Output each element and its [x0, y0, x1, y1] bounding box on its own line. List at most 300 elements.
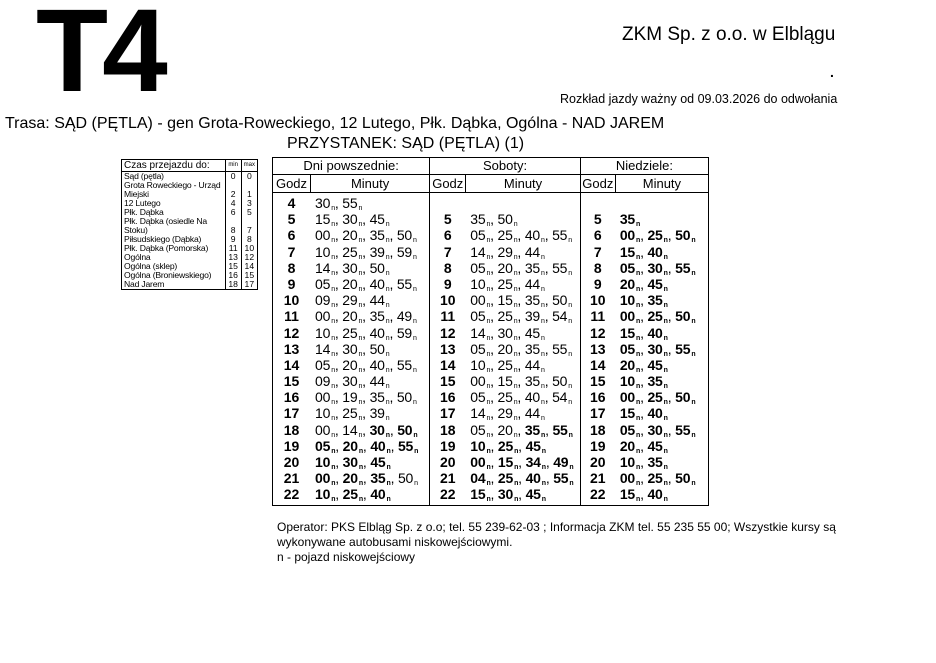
departure-minute [525, 405, 545, 421]
low-floor-mark: n [413, 318, 417, 326]
saturday-hour-row [430, 373, 580, 389]
departure-minute [647, 325, 667, 341]
low-floor-mark: n [513, 237, 518, 245]
minute-value: 55 [552, 340, 568, 357]
departure-minute [342, 244, 362, 260]
departure-minute [397, 276, 417, 292]
minute-value: 10 [619, 373, 635, 390]
low-floor-mark: n [331, 205, 335, 212]
minute-value: 39 [369, 243, 385, 260]
low-floor-mark: n [385, 318, 390, 326]
minute-value: 50 [369, 259, 385, 276]
minutes: $00_n$, $25_n$, $50_n$ [619, 389, 696, 407]
departure-minute [553, 454, 573, 470]
minute-value: 10 [470, 437, 486, 454]
low-floor-mark: n [385, 253, 390, 261]
low-floor-mark: n [663, 285, 668, 293]
travel-min: 4 [225, 199, 241, 208]
departure-minute [552, 389, 572, 405]
departure-minute [620, 292, 640, 308]
minute-value: 35 [369, 389, 385, 406]
departure-minute [647, 389, 667, 405]
low-floor-mark: n [663, 302, 668, 310]
travel-min: 6 [225, 208, 241, 217]
low-floor-mark: n [636, 431, 641, 439]
weekdays-hour-row [273, 341, 429, 357]
low-floor-mark: n [358, 237, 363, 245]
hour: 9 [443, 275, 452, 292]
minutes: $05_n$, $20_n$, $35_n$, $55_n$ [470, 340, 572, 358]
minute-value: 45 [524, 324, 540, 341]
low-floor-mark: n [691, 431, 696, 439]
travel-row [122, 181, 258, 199]
sunday-hour-row [581, 276, 708, 292]
low-floor-mark: n [331, 399, 335, 407]
low-floor-mark: n [541, 334, 545, 342]
minute-value: 35 [470, 211, 486, 228]
minute-value: 15 [497, 373, 513, 390]
departure-minute [675, 227, 695, 243]
minutes: $14_n$, $30_n$, $50_n$ [315, 340, 390, 358]
travel-time-table [121, 159, 258, 290]
minute-value: 25 [497, 227, 513, 244]
saturday-hour-row [430, 422, 580, 438]
low-floor-mark: n [486, 431, 491, 439]
low-floor-mark: n [513, 334, 518, 342]
departure-minute [470, 292, 490, 308]
travel-max: 12 [241, 253, 257, 262]
minute-value: 50 [675, 308, 691, 325]
minute-value: 14 [470, 405, 486, 422]
sunday-hour-row [581, 422, 708, 438]
minutes: $20_n$, $45_n$ [619, 356, 668, 374]
minute-value: 50 [675, 227, 691, 244]
minutes: $35_n$, $50_n$ [470, 211, 518, 229]
departure-minute [342, 325, 362, 341]
minutes: $00_n$, $15_n$, $34_n$, $49_n$ [470, 454, 574, 471]
minute-value: 00 [619, 470, 635, 487]
low-floor-mark: n [568, 383, 572, 391]
minute-value: 15 [619, 405, 635, 422]
departure-minute [342, 341, 362, 357]
minutes: $09_n$, $29_n$, $44_n$ [315, 292, 390, 310]
low-floor-mark: n [636, 285, 641, 293]
departure-minute [525, 292, 545, 308]
sunday-hour-row [581, 260, 708, 276]
minute-value: 50 [675, 389, 691, 406]
departure-minute [370, 405, 390, 421]
low-floor-mark: n [414, 480, 418, 488]
low-floor-mark: n [568, 399, 572, 407]
hour: 19 [590, 437, 606, 454]
low-floor-mark: n [513, 399, 518, 407]
travel-max: 10 [241, 244, 257, 253]
low-floor-mark: n [691, 350, 696, 358]
weekdays-hour-row [273, 470, 429, 486]
departure-minute [647, 276, 667, 292]
departure-minute [498, 227, 518, 243]
minute-value: 15 [470, 486, 486, 503]
departure-minute [525, 357, 545, 373]
minute-value: 15 [497, 454, 514, 470]
low-floor-mark: n [385, 269, 390, 277]
minute-value: 30 [342, 340, 358, 357]
travel-min: 13 [225, 253, 241, 262]
minutes: $10_n$, $35_n$ [619, 373, 668, 391]
low-floor-mark: n [636, 496, 641, 504]
minute-value: 35 [524, 421, 540, 438]
low-floor-mark: n [385, 285, 390, 293]
hour: 11 [284, 308, 299, 325]
hour: 12 [283, 324, 300, 341]
departure-minute [553, 470, 573, 486]
low-floor-mark: n [569, 480, 574, 488]
low-floor-mark: n [541, 431, 546, 439]
departure-minute [370, 260, 390, 276]
minute-value: 20 [619, 275, 635, 292]
low-floor-mark: n [358, 350, 363, 358]
low-floor-mark: n [413, 431, 418, 439]
minute-value: 00 [315, 389, 331, 406]
minute-value: 10 [315, 324, 331, 341]
minute-value: 05 [470, 389, 486, 406]
departure-minute [647, 227, 667, 243]
departure-minute [470, 341, 490, 357]
departure-minute [397, 244, 417, 260]
minutes: $14_n$, $29_n$, $44_n$ [470, 243, 545, 261]
minute-value: 44 [524, 356, 540, 373]
low-floor-mark: n [385, 302, 390, 310]
departure-minute [525, 260, 545, 276]
minute-value: 30 [647, 259, 663, 276]
travel-max: 8 [241, 235, 257, 244]
minute-value: 25 [342, 324, 358, 341]
low-floor-mark: n [358, 221, 363, 229]
minutes: $10_n$, $30_n$, $45_n$ [315, 454, 391, 471]
low-floor-mark: n [636, 302, 641, 310]
weekdays-hour-row [273, 276, 429, 292]
departure-minute [647, 308, 667, 324]
departure-minute [498, 244, 518, 260]
departure-minute [370, 244, 390, 260]
minute-value: 40 [369, 356, 385, 373]
hour: 21 [590, 470, 606, 487]
low-floor-mark: n [486, 496, 491, 504]
minute-value: 00 [315, 470, 331, 487]
minute-value: 14 [470, 243, 486, 260]
minute-value: 59 [396, 324, 413, 341]
low-floor-mark: n [385, 431, 390, 439]
hour: 12 [590, 324, 606, 341]
low-floor-mark: n [358, 480, 363, 488]
minute-value: 10 [619, 292, 635, 309]
departure-minute [342, 308, 362, 324]
minutes [615, 195, 708, 211]
minutes: $05_n$, $20_n$, $40_n$, $55_n$ [315, 275, 417, 293]
low-floor-mark: n [486, 269, 491, 277]
travel-min: 2 [225, 181, 241, 199]
minute-value: 55 [396, 356, 413, 373]
departure-minute [370, 422, 390, 438]
minute-value: 05 [470, 259, 486, 276]
low-floor-mark: n [386, 480, 391, 488]
minute-value: 15 [619, 324, 635, 341]
sunday-rows [581, 193, 708, 503]
departure-minute [315, 325, 335, 341]
minuty-label: Minuty [350, 176, 390, 191]
minute-value: 25 [342, 405, 358, 422]
weekdays-hour-row [273, 260, 429, 276]
low-floor-mark: n [663, 269, 668, 277]
travel-row [122, 280, 258, 290]
minute-value: 05 [619, 340, 635, 357]
departure-minute [552, 260, 572, 276]
departure-minute [620, 260, 640, 276]
departure-minute [525, 341, 545, 357]
minute-value: 35 [524, 373, 540, 390]
minute-value: 50 [497, 211, 513, 228]
weekdays-hour-row [273, 438, 429, 454]
travel-min: 0 [225, 172, 241, 182]
minutes: $00_n$, $20_n$, $35_n$, $50_n$ [315, 227, 417, 245]
low-floor-mark: n [636, 334, 641, 342]
timetable [272, 157, 709, 506]
footer [277, 520, 837, 565]
departure-minute [498, 405, 518, 421]
minutes: $10_n$, $25_n$, $39_n$ [315, 405, 390, 423]
low-floor-mark: n [663, 253, 668, 261]
minute-value: 15 [315, 211, 331, 228]
low-floor-mark: n [513, 269, 518, 277]
departure-minute [620, 227, 640, 243]
travel-max: 1 [241, 181, 257, 199]
departure-minute [470, 486, 490, 502]
departure-minute [397, 357, 417, 373]
departure-minute [620, 486, 640, 502]
minute-value: 05 [315, 275, 331, 292]
minute-value: 40 [524, 389, 540, 406]
low-floor-mark: n [514, 447, 519, 455]
minutes: $05_n$, $30_n$, $55_n$ [619, 421, 696, 439]
departure-minute [620, 373, 640, 389]
hour: 22 [590, 486, 606, 503]
minute-value: 25 [497, 470, 514, 487]
departure-minute [620, 454, 640, 470]
hour: 11 [590, 308, 606, 325]
minute-value: 20 [342, 470, 358, 487]
low-floor-mark: n [691, 480, 696, 488]
low-floor-mark: n [541, 496, 546, 504]
weekdays-hour-row [273, 486, 429, 502]
departure-minute [398, 438, 418, 454]
saturday-hour-row [430, 341, 580, 357]
minute-value: 05 [315, 356, 331, 373]
minute-value: 40 [370, 486, 386, 503]
departure-minute [498, 211, 518, 227]
minute-value: 35 [647, 373, 663, 390]
low-floor-mark: n [386, 464, 391, 471]
low-floor-mark: n [663, 431, 668, 439]
low-floor-mark: n [413, 253, 417, 261]
minute-value: 45 [525, 437, 541, 454]
low-floor-mark: n [663, 383, 668, 391]
minutes: $00_n$, $19_n$, $35_n$, $50_n$ [315, 389, 417, 407]
low-floor-mark: n [636, 415, 641, 423]
godz-label: Godz [430, 175, 466, 192]
departure-minute [370, 227, 390, 243]
departure-minute [370, 357, 390, 373]
departure-minute [525, 325, 545, 341]
saturday-hour-row [430, 195, 580, 211]
sunday-hour-row [581, 405, 708, 421]
departure-minute [315, 405, 335, 421]
departure-minute [498, 308, 518, 324]
departure-minute [525, 422, 545, 438]
departure-minute [470, 260, 490, 276]
low-floor-mark: n [331, 366, 335, 374]
minute-value: 30 [342, 211, 358, 228]
departure-minute [525, 227, 545, 243]
low-floor-mark: n [691, 269, 696, 277]
minute-value: 20 [619, 437, 635, 454]
sunday-hour-row [581, 373, 708, 389]
travel-time-header: Czas przejazdu do: [122, 160, 226, 172]
low-floor-mark: n [331, 269, 335, 277]
departure-minute [470, 227, 490, 243]
saturday-hour-row [430, 405, 580, 421]
minute-value: 20 [497, 340, 513, 357]
hour: 16 [439, 389, 456, 406]
minute-value: 04 [470, 470, 486, 487]
low-floor-mark: n [486, 334, 491, 342]
minutes: $10_n$, $25_n$, $45_n$ [470, 437, 546, 455]
minute-value: 14 [315, 340, 331, 357]
hour: 10 [590, 292, 606, 309]
sunday-hour-row [581, 244, 708, 260]
minute-value: 20 [497, 259, 513, 276]
minute-value: 55 [675, 259, 691, 276]
minute-value: 29 [342, 292, 358, 309]
minute-value: 00 [619, 308, 635, 325]
departure-minute [315, 486, 335, 502]
weekdays-hour-row [273, 422, 429, 438]
hour: 20 [439, 454, 456, 470]
low-floor-mark: n [331, 480, 336, 488]
minute-value: 00 [619, 227, 635, 244]
travel-max: 15 [241, 271, 257, 280]
departure-minute [470, 389, 490, 405]
minute-value: 20 [342, 275, 358, 292]
departure-minute [620, 422, 640, 438]
low-floor-mark: n [331, 383, 335, 391]
hour: 5 [593, 211, 602, 228]
travel-min-header: min [225, 160, 241, 172]
operator-info: Operator: PKS Elbląg Sp. z o.o; tel. 55 239-62-03 ; Informacja ZKM tel. 55 235 55 00; Wszystkie kursy są wykonywane autobusami niskowejściowymi. [277, 520, 836, 549]
weekdays-rows [273, 193, 429, 503]
travel-max: 3 [241, 199, 257, 208]
sunday-hour-row [581, 308, 708, 324]
minutes: $15_n$, $40_n$ [619, 405, 668, 423]
low-floor-mark: n [569, 464, 574, 471]
minutes: $30_n$, $55_n$ [315, 195, 363, 212]
low-floor-mark: n [541, 399, 545, 407]
minute-value: 50 [397, 421, 413, 438]
departure-minute [370, 438, 390, 454]
departure-minute [675, 389, 695, 405]
departure-minute [397, 389, 417, 405]
low-floor-mark: n [385, 399, 390, 407]
departure-minute [498, 422, 518, 438]
departure-minute [470, 470, 490, 486]
minute-value: 00 [470, 292, 486, 309]
departure-minute [342, 422, 362, 438]
departure-minute [675, 422, 695, 438]
minute-value: 19 [342, 389, 358, 406]
minute-value: 34 [525, 454, 541, 470]
departure-minute [525, 389, 545, 405]
minute-value: 35 [524, 259, 540, 276]
hour: 20 [283, 454, 300, 470]
minute-value: 30 [497, 324, 513, 341]
low-floor-mark: n [413, 334, 417, 342]
low-floor-mark: n [331, 253, 335, 261]
low-floor-mark: n [513, 415, 518, 423]
minute-value: 25 [342, 243, 358, 260]
minutes: $05_n$, $30_n$, $55_n$ [619, 340, 696, 358]
travel-time-rows [122, 172, 258, 290]
minute-value: 44 [524, 243, 540, 260]
departure-minute [398, 470, 418, 486]
minute-value: 55 [552, 421, 568, 438]
hour: 19 [283, 437, 300, 454]
minute-value: 44 [524, 275, 540, 292]
departure-minute [525, 244, 545, 260]
minutes [615, 211, 708, 227]
departure-minute [647, 244, 667, 260]
minutes: $15_n$, $40_n$ [619, 486, 668, 504]
low-floor-mark: n [691, 399, 696, 407]
minute-value: 25 [497, 389, 513, 406]
minute-value: 44 [524, 405, 540, 422]
low-floor-mark: n [636, 447, 641, 455]
low-floor-mark: n [413, 285, 417, 293]
minute-value: 40 [525, 470, 541, 487]
low-floor-mark: n [385, 383, 390, 391]
minute-value: 25 [647, 470, 663, 487]
low-floor-mark: n [358, 447, 363, 455]
minutes: $05_n$, $20_n$, $35_n$, $55_n$ [470, 259, 572, 277]
minute-value: 10 [315, 243, 331, 260]
minute-value: 29 [497, 405, 513, 422]
departure-minute [620, 357, 640, 373]
sunday-hour-row [581, 389, 708, 405]
low-floor-mark: n [358, 383, 363, 391]
departure-minute [343, 470, 363, 486]
minutes: $05_n$, $20_n$, $40_n$, $55_n$ [315, 356, 417, 374]
departure-minute [552, 292, 572, 308]
low-floor-mark: n [413, 366, 417, 374]
departure-minute [620, 308, 640, 324]
minute-value: 55 [397, 437, 414, 454]
low-floor-mark: n [486, 464, 491, 471]
minute-value: 39 [524, 308, 540, 325]
minute-value: 25 [647, 308, 663, 325]
minute-value: 54 [552, 308, 568, 325]
minute-value: 45 [647, 356, 663, 373]
dot-mark: . [830, 64, 834, 80]
minute-value: 25 [497, 308, 513, 325]
hour: 14 [439, 356, 456, 373]
